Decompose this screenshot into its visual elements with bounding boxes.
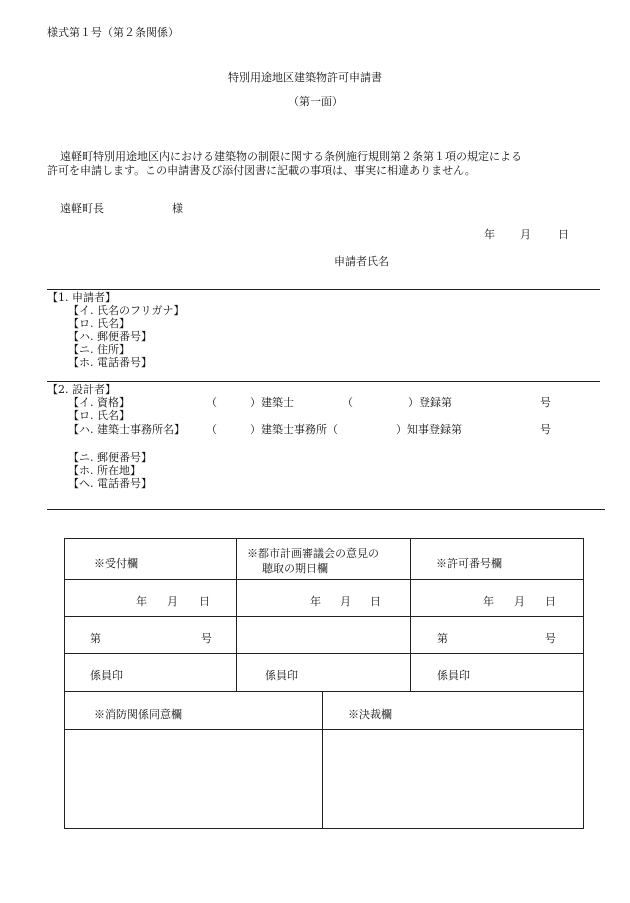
table-border <box>64 828 584 829</box>
reception-number-suffix: 号 <box>201 632 212 645</box>
table-rule <box>410 538 411 692</box>
designer-office-class: （ ）建築士事務所（ <box>206 423 338 436</box>
date-day-label: 日 <box>558 228 569 241</box>
statement-line-2: 許可を申請します。この申請書及び添付図書に記載の事項は、事実に相違ありません。 <box>47 164 476 177</box>
divider <box>47 509 605 510</box>
decision-header: ※決裁欄 <box>348 708 392 721</box>
page-subtitle: （第一面） <box>288 95 343 108</box>
table-rule <box>64 579 584 580</box>
table-rule <box>64 729 584 730</box>
reception-seal-label: 係員印 <box>90 669 123 682</box>
section-1-heading: 【1. 申請者】 <box>47 291 116 304</box>
designer-phone-label: 【ヘ. 電話番号】 <box>68 477 152 490</box>
applicant-address-label: 【ニ. 住所】 <box>68 343 130 356</box>
statement-line-1: 遠軽町特別用途地区内における建築物の制限に関する条例施行規則第２条第１項の規定による <box>60 150 522 163</box>
hearing-date-month: 月 <box>340 595 351 608</box>
permit-date-year: 年 <box>483 595 494 608</box>
table-rule <box>64 653 584 654</box>
permit-date-day: 日 <box>545 595 556 608</box>
hearing-date-year: 年 <box>310 595 321 608</box>
council-hearing-header-line-2: 聴取の期日欄 <box>262 562 328 575</box>
addressee-name: 遠軽町長 <box>60 202 104 215</box>
table-rule <box>322 691 323 829</box>
applicant-furigana-label: 【イ. 氏名のフリガナ】 <box>68 304 185 317</box>
permit-seal-label: 係員印 <box>437 669 470 682</box>
designer-registration-suffix: 号 <box>540 396 551 409</box>
page-title: 特別用途地区建築物許可申請書 <box>228 71 382 84</box>
permit-number-prefix: 第 <box>437 632 448 645</box>
divider <box>47 381 600 382</box>
table-rule <box>236 538 237 692</box>
table-border <box>64 538 65 829</box>
designer-qualification-label: 【イ. 資格】 <box>68 396 130 409</box>
reception-date-year: 年 <box>136 595 147 608</box>
permit-number-column-header: ※許可番号欄 <box>436 557 502 570</box>
applicant-postal-label: 【ハ. 郵便番号】 <box>68 330 152 343</box>
applicant-name-field-label: 【ロ. 氏名】 <box>68 317 130 330</box>
date-year-label: 年 <box>484 228 495 241</box>
table-rule <box>64 616 584 617</box>
reception-date-month: 月 <box>167 595 178 608</box>
designer-office-registration: ）知事登録第 <box>396 423 462 436</box>
reception-date-day: 日 <box>199 595 210 608</box>
hearing-seal-label: 係員印 <box>265 669 298 682</box>
designer-qualification-class: （ ）建築士 <box>206 396 294 409</box>
section-2-heading: 【2. 設計者】 <box>47 383 116 396</box>
permit-number-suffix: 号 <box>545 632 556 645</box>
hearing-date-day: 日 <box>370 595 381 608</box>
designer-postal-label: 【ニ. 郵便番号】 <box>68 451 152 464</box>
designer-office-label: 【ハ. 建築士事務所名】 <box>68 423 185 436</box>
designer-office-suffix: 号 <box>540 423 551 436</box>
divider <box>47 289 600 290</box>
reception-number-prefix: 第 <box>90 632 101 645</box>
reception-column-header: ※受付欄 <box>94 557 138 570</box>
designer-registration: （ ）登録第 <box>342 396 452 409</box>
applicant-phone-label: 【ホ. 電話番号】 <box>68 356 152 369</box>
designer-location-label: 【ホ. 所在地】 <box>68 464 141 477</box>
council-hearing-header-line-1: ※都市計画審議会の意見の <box>247 547 379 560</box>
table-rule <box>64 691 584 692</box>
date-month-label: 月 <box>520 228 531 241</box>
form-id: 様式第１号（第２条関係） <box>47 26 179 39</box>
applicant-name-label: 申請者氏名 <box>334 255 389 268</box>
table-border <box>64 538 584 539</box>
fire-consent-header: ※消防関係同意欄 <box>94 708 182 721</box>
addressee-honorific: 様 <box>172 202 183 215</box>
permit-date-month: 月 <box>514 595 525 608</box>
table-border <box>583 538 584 829</box>
designer-name-label: 【ロ. 氏名】 <box>68 409 130 422</box>
